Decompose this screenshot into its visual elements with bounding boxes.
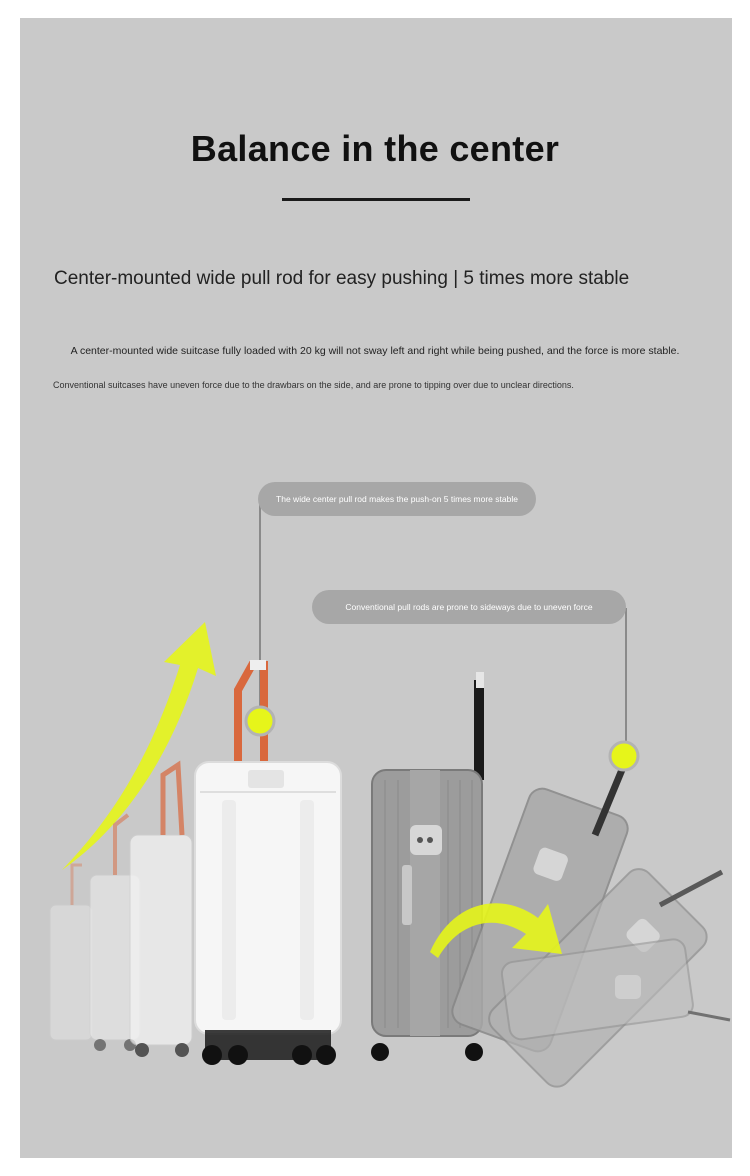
ghost-suitcase (50, 865, 92, 1040)
curved-up-arrow-icon (62, 622, 216, 870)
description-conventional: Conventional suitcases have uneven force due to the drawbars on the side, and are prone to tipping over due to unclear directions. (53, 380, 574, 390)
description-center: A center-mounted wide suitcase fully loaded with 20 kg will not sway left and right while being pushed, and the force is more stable. (70, 345, 680, 357)
subtitle: Center-mounted wide pull rod for easy pushing | 5 times more stable (54, 268, 630, 289)
center-rod-callout: The wide center pull rod makes the push-on 5 times more stable (258, 482, 536, 516)
page-title: Balance in the center (190, 128, 560, 170)
side-rod-marker (610, 742, 638, 770)
side-rod-callout: Conventional pull rods are prone to sideways due to uneven force (312, 590, 626, 624)
ghost-suitcase (130, 765, 192, 1057)
center-rod-marker (246, 707, 274, 735)
